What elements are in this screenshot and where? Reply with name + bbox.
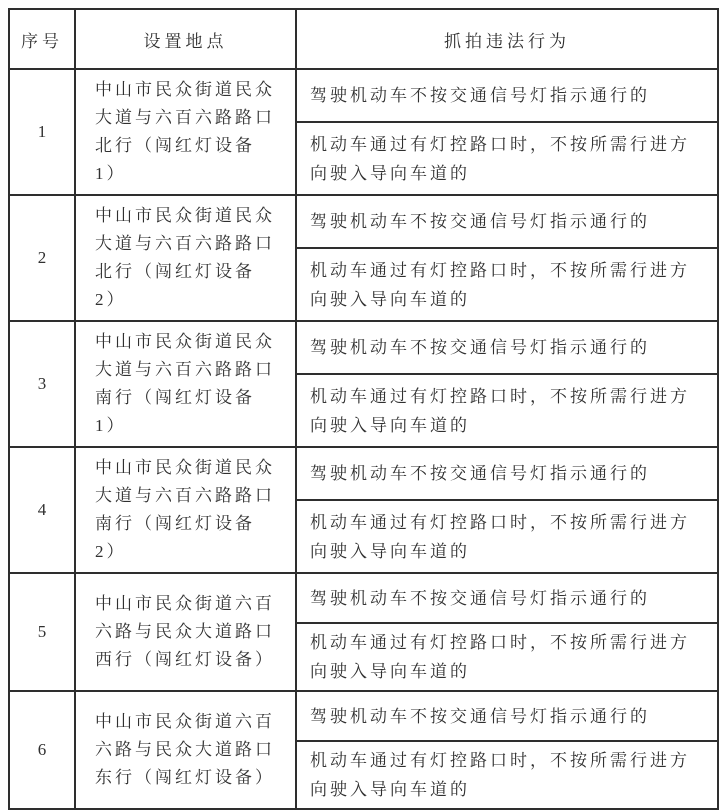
column-header-violation: 抓拍违法行为 bbox=[296, 9, 718, 69]
table-row bbox=[9, 691, 718, 741]
location-cell: 中山市民众街道民众大道与六百六路路口南行（闯红灯设备 1） bbox=[75, 321, 296, 447]
serial-number-cell: 6 bbox=[9, 691, 75, 809]
serial-number-cell: 4 bbox=[9, 447, 75, 573]
serial-number-cell: 2 bbox=[9, 195, 75, 321]
serial-number-cell: 3 bbox=[9, 321, 75, 447]
location-cell: 中山市民众街道民众大道与六百六路路口北行（闯红灯设备 1） bbox=[75, 69, 296, 195]
table-row bbox=[9, 573, 718, 623]
violation-cell: 驾驶机动车不按交通信号灯指示通行的 bbox=[296, 573, 718, 623]
violation-cell: 机动车通过有灯控路口时，不按所需行进方向驶入导向车道的 bbox=[296, 374, 718, 447]
camera-locations-table bbox=[8, 8, 719, 810]
serial-number-cell: 1 bbox=[9, 69, 75, 195]
violation-cell: 驾驶机动车不按交通信号灯指示通行的 bbox=[296, 69, 718, 122]
table-row bbox=[9, 69, 718, 122]
location-cell: 中山市民众街道民众大道与六百六路路口南行（闯红灯设备 2） bbox=[75, 447, 296, 573]
violation-cell: 驾驶机动车不按交通信号灯指示通行的 bbox=[296, 195, 718, 248]
violation-cell: 驾驶机动车不按交通信号灯指示通行的 bbox=[296, 321, 718, 374]
violation-cell: 机动车通过有灯控路口时，不按所需行进方向驶入导向车道的 bbox=[296, 741, 718, 809]
violation-cell: 驾驶机动车不按交通信号灯指示通行的 bbox=[296, 447, 718, 500]
serial-number-cell: 5 bbox=[9, 573, 75, 691]
table-row bbox=[9, 195, 718, 248]
location-cell: 中山市民众街道民众大道与六百六路路口北行（闯红灯设备 2） bbox=[75, 195, 296, 321]
column-header-serial-number: 序号 bbox=[9, 9, 75, 69]
column-header-location: 设置地点 bbox=[75, 9, 296, 69]
violation-cell: 机动车通过有灯控路口时，不按所需行进方向驶入导向车道的 bbox=[296, 122, 718, 195]
table-header-row bbox=[9, 9, 718, 69]
table-row bbox=[9, 447, 718, 500]
violation-cell: 机动车通过有灯控路口时，不按所需行进方向驶入导向车道的 bbox=[296, 248, 718, 321]
location-cell: 中山市民众街道六百六路与民众大道路口东行（闯红灯设备） bbox=[75, 691, 296, 809]
violation-cell: 机动车通过有灯控路口时，不按所需行进方向驶入导向车道的 bbox=[296, 623, 718, 691]
violation-cell: 驾驶机动车不按交通信号灯指示通行的 bbox=[296, 691, 718, 741]
table-row bbox=[9, 321, 718, 374]
location-cell: 中山市民众街道六百六路与民众大道路口西行（闯红灯设备） bbox=[75, 573, 296, 691]
violation-cell: 机动车通过有灯控路口时，不按所需行进方向驶入导向车道的 bbox=[296, 500, 718, 573]
